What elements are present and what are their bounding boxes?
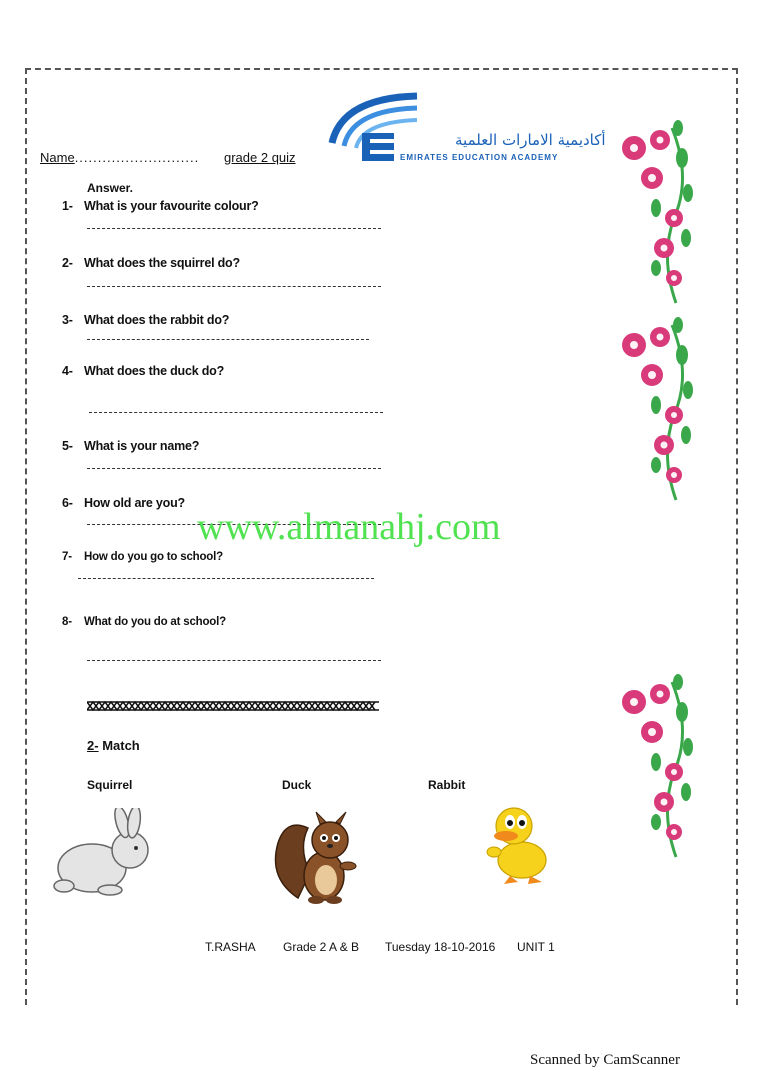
question-text: What does the rabbit do? — [84, 313, 230, 327]
flower-vine-icon — [612, 672, 702, 862]
question-number: 3- — [62, 313, 73, 327]
question-text: What is your name? — [84, 439, 200, 453]
question-3 — [62, 313, 229, 327]
duck-image[interactable] — [480, 800, 554, 886]
question-7 — [62, 551, 223, 563]
quiz-title: grade 2 quiz — [224, 150, 296, 165]
footer-date: Tuesday 18-10-2016 — [385, 940, 496, 954]
footer-grade: Grade 2 A & B — [283, 940, 360, 954]
flower-vine-icon — [612, 315, 702, 505]
match-word-rabbit[interactable]: Rabbit — [428, 778, 466, 792]
answer-line-2[interactable] — [87, 286, 381, 287]
question-text: How do you go to school? — [84, 551, 223, 563]
question-number: 2- — [62, 256, 73, 270]
question-number: 8- — [62, 616, 72, 628]
match-word-duck[interactable]: Duck — [282, 778, 312, 792]
match-number: 2- — [87, 738, 99, 753]
name-dots: ........................... — [74, 150, 200, 165]
question-text: What do you do at school? — [84, 616, 226, 628]
question-text: What is your favourite colour? — [84, 199, 259, 213]
question-text: How old are you? — [84, 496, 185, 510]
scanner-note: Scanned by CamScanner — [530, 1052, 680, 1068]
zigzag-divider — [87, 698, 379, 714]
answer-line-7[interactable] — [78, 578, 374, 579]
question-text: What does the duck do? — [84, 364, 225, 378]
question-number: 1- — [62, 199, 73, 213]
match-word-squirrel[interactable]: Squirrel — [87, 778, 133, 792]
question-number: 7- — [62, 551, 72, 563]
name-field — [40, 150, 199, 165]
answer-line-8[interactable] — [87, 660, 381, 661]
answer-label: Answer. — [87, 181, 134, 195]
answer-line-5[interactable] — [87, 468, 381, 469]
footer-teacher: T.RASHA — [205, 940, 256, 954]
question-5 — [62, 439, 199, 453]
watermark: www.almanahj.com — [197, 506, 501, 548]
match-text: Match — [102, 738, 140, 753]
question-6 — [62, 496, 185, 510]
flower-vine-icon — [612, 118, 702, 308]
answer-line-1[interactable] — [87, 228, 381, 229]
answer-line-3[interactable] — [87, 339, 369, 340]
name-label: Name — [40, 150, 75, 165]
question-number: 4- — [62, 364, 73, 378]
question-2 — [62, 256, 240, 270]
footer-unit: UNIT 1 — [517, 940, 555, 954]
question-1 — [62, 199, 259, 213]
question-number: 5- — [62, 439, 73, 453]
rabbit-image[interactable] — [52, 808, 154, 898]
answer-line-4[interactable] — [89, 412, 383, 413]
question-4 — [62, 364, 224, 378]
logo-arabic-text: أكاديمية الامارات العلمية — [455, 131, 606, 149]
question-number: 6- — [62, 496, 73, 510]
squirrel-image[interactable] — [268, 808, 368, 906]
match-title — [87, 738, 140, 753]
logo-english-text: EMIRATES EDUCATION ACADEMY — [400, 153, 559, 162]
question-text: What does the squirrel do? — [84, 256, 240, 270]
question-8 — [62, 616, 226, 628]
